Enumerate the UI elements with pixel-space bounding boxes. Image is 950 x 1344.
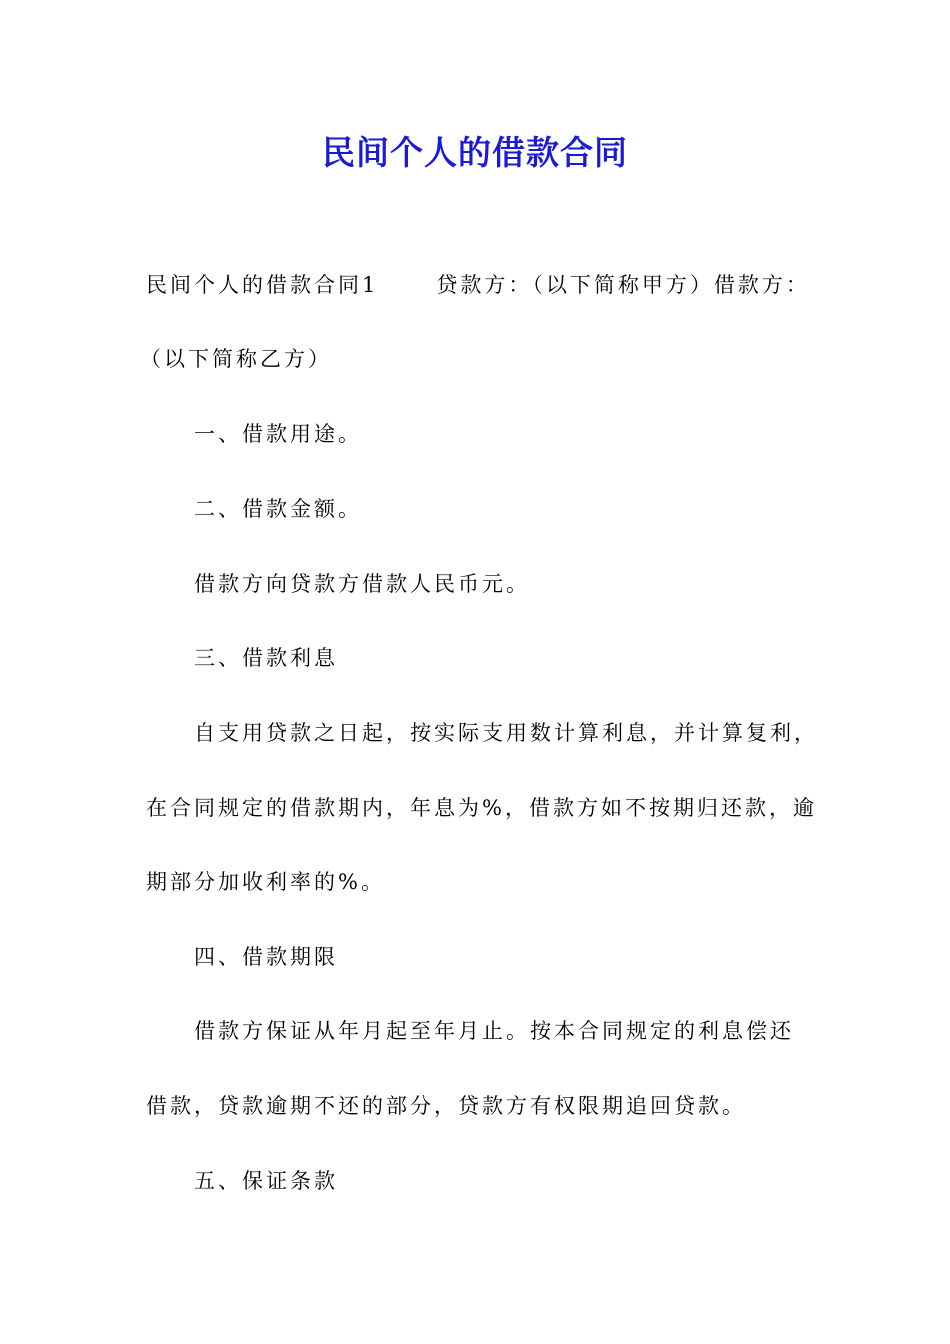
document-title: 民间个人的借款合同	[322, 133, 628, 172]
section-3-text-line-2: 在合同规定的借款期内，年息为%，借款方如不按期归还款，逾	[146, 796, 817, 820]
section-3-text-line-1: 自支用贷款之日起，按实际支用数计算利息，并计算复利，	[194, 721, 818, 745]
section-5-heading: 五、保证条款	[194, 1169, 338, 1193]
intro-line-2: （以下简称乙方）	[140, 347, 332, 371]
section-2-heading: 二、借款金额。	[194, 497, 362, 521]
section-1-heading: 一、借款用途。	[194, 422, 362, 446]
section-4-text-line-2: 借款，贷款逾期不还的部分，贷款方有权限期追回贷款。	[146, 1094, 746, 1118]
intro-parties: 贷款方：（以下简称甲方）借款方：	[436, 273, 810, 297]
section-2-text: 借款方向贷款方借款人民币元。	[194, 572, 530, 596]
section-3-text-line-3: 期部分加收利率的%。	[146, 870, 385, 894]
intro-contract-number: 民间个人的借款合同1	[146, 273, 379, 297]
section-3-heading: 三、借款利息	[194, 646, 338, 670]
intro-line-1	[146, 270, 810, 300]
section-4-heading: 四、借款期限	[194, 945, 338, 969]
section-4-text-line-1: 借款方保证从年月起至年月止。按本合同规定的利息偿还	[194, 1019, 794, 1043]
